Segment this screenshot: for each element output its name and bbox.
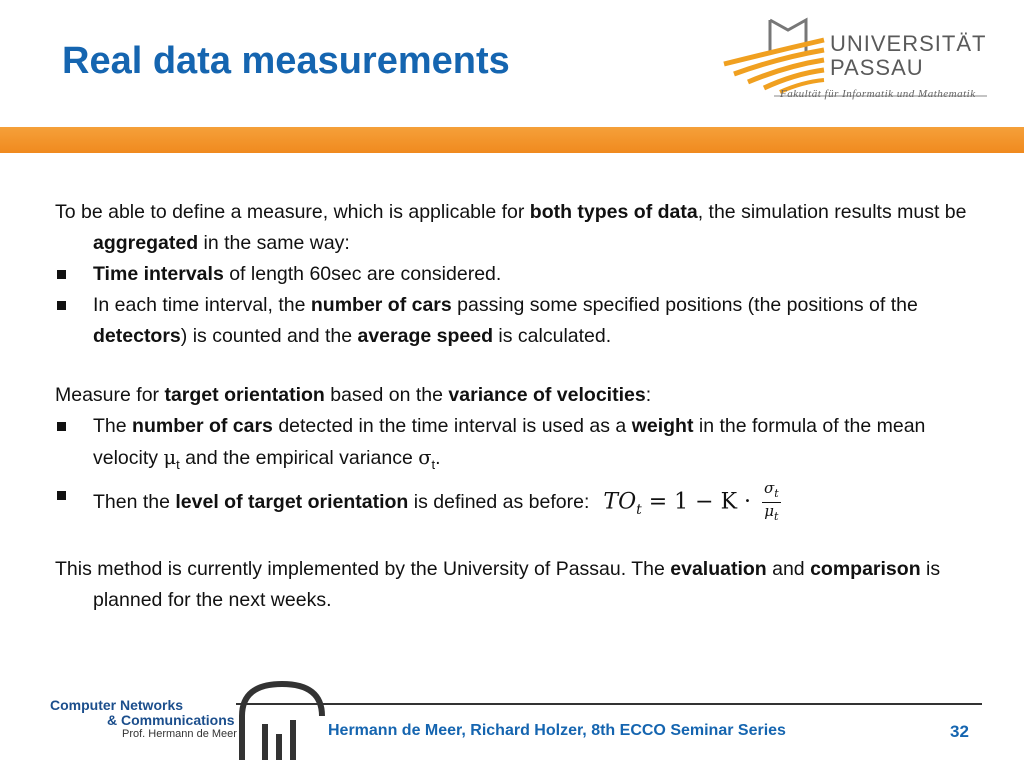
university-name bbox=[830, 32, 986, 80]
emphasis: Time intervals bbox=[93, 263, 224, 285]
text: detected in the time interval is used as a bbox=[272, 415, 632, 437]
text: Measure for bbox=[55, 384, 165, 406]
emphasis: variance of velocities bbox=[448, 384, 646, 406]
emphasis: average speed bbox=[357, 325, 493, 347]
text: is planned for the next weeks. bbox=[93, 557, 941, 611]
text: To be able to define a measure, which is applicable for bbox=[55, 201, 530, 223]
emphasis: number of cars bbox=[132, 415, 273, 437]
formula-lhs: TO bbox=[603, 489, 637, 515]
intro-paragraph bbox=[55, 197, 995, 259]
emphasis: level of target orientation bbox=[175, 491, 409, 513]
page-number: 32 bbox=[950, 722, 969, 741]
group-name-line1: Computer Networks bbox=[50, 697, 184, 713]
text: passing some specified positions (the positions of the bbox=[451, 294, 918, 316]
emphasis: aggregated bbox=[93, 232, 199, 254]
subscript: t bbox=[431, 456, 436, 472]
formula-operator: = 1 − K · bbox=[641, 489, 759, 515]
text: . bbox=[435, 447, 441, 469]
emphasis: weight bbox=[631, 415, 694, 437]
text: in the same way: bbox=[198, 232, 350, 254]
slide-title: Real data measurements bbox=[62, 40, 510, 82]
bullet-square-icon bbox=[57, 491, 66, 500]
emphasis: detectors bbox=[93, 325, 181, 347]
emphasis: evaluation bbox=[670, 557, 767, 580]
group-name-line2: & Communications bbox=[107, 712, 235, 728]
header-accent-bar bbox=[0, 127, 1024, 153]
bullet-level-of-target-orientation bbox=[55, 480, 995, 526]
text: In each time interval, the bbox=[93, 294, 311, 316]
fraction-numerator bbox=[762, 480, 781, 503]
fraction-denominator bbox=[762, 503, 781, 525]
formula-fraction bbox=[762, 480, 781, 525]
text: is defined as before: bbox=[408, 491, 590, 513]
closing-paragraph bbox=[55, 554, 995, 616]
text: : bbox=[645, 384, 652, 406]
text: of length 60sec are considered. bbox=[223, 263, 502, 285]
subscript: t bbox=[774, 486, 779, 500]
text: This method is currently implemented by the University of Passau. The bbox=[55, 557, 671, 580]
measure-paragraph bbox=[55, 380, 995, 411]
mu-symbol: μ bbox=[764, 501, 775, 520]
subscript: t bbox=[774, 509, 779, 523]
bullet-square-icon bbox=[57, 422, 66, 431]
bullet-number-of-cars bbox=[55, 290, 995, 352]
text: and bbox=[766, 557, 811, 580]
sigma-symbol: σ bbox=[764, 478, 775, 497]
text: Then the bbox=[93, 491, 176, 513]
slide-body bbox=[55, 197, 995, 616]
bullet-time-intervals bbox=[55, 259, 995, 290]
text: and the empirical variance bbox=[179, 447, 419, 469]
subscript: t bbox=[176, 456, 180, 472]
arch-logo-icon bbox=[236, 676, 326, 760]
emphasis: number of cars bbox=[310, 294, 452, 316]
faculty-name: Fakultät für Informatik und Mathematik bbox=[780, 88, 976, 100]
footer-credit: Hermann de Meer, Richard Holzer, 8th ECCO Seminar Series bbox=[328, 722, 786, 739]
emphasis: comparison bbox=[810, 557, 921, 580]
text: in the formula of the mean velocity bbox=[93, 415, 926, 469]
text: , the simulation results must be bbox=[697, 201, 967, 223]
text: is calculated. bbox=[493, 325, 612, 347]
emphasis: both types of data bbox=[529, 201, 698, 223]
university-name-line2: PASSAU bbox=[830, 55, 924, 80]
footer-divider bbox=[236, 703, 982, 705]
text: ) is counted and the bbox=[180, 325, 358, 347]
text: The bbox=[93, 415, 133, 437]
group-professor: Prof. Hermann de Meer bbox=[122, 728, 237, 740]
target-orientation-formula bbox=[603, 480, 780, 526]
bullet-square-icon bbox=[57, 301, 66, 310]
text: based on the bbox=[324, 384, 449, 406]
mu-symbol: μ bbox=[163, 446, 177, 469]
bullet-square-icon bbox=[57, 270, 66, 279]
formula-subscript: t bbox=[636, 501, 642, 518]
group-logo bbox=[50, 698, 237, 741]
spacer bbox=[55, 526, 995, 554]
emphasis: target orientation bbox=[164, 384, 325, 406]
bullet-weight bbox=[55, 411, 995, 480]
university-name-line1: UNIVERSITÄT bbox=[830, 31, 987, 56]
sigma-symbol: σ bbox=[418, 446, 432, 469]
spacer bbox=[55, 352, 995, 380]
